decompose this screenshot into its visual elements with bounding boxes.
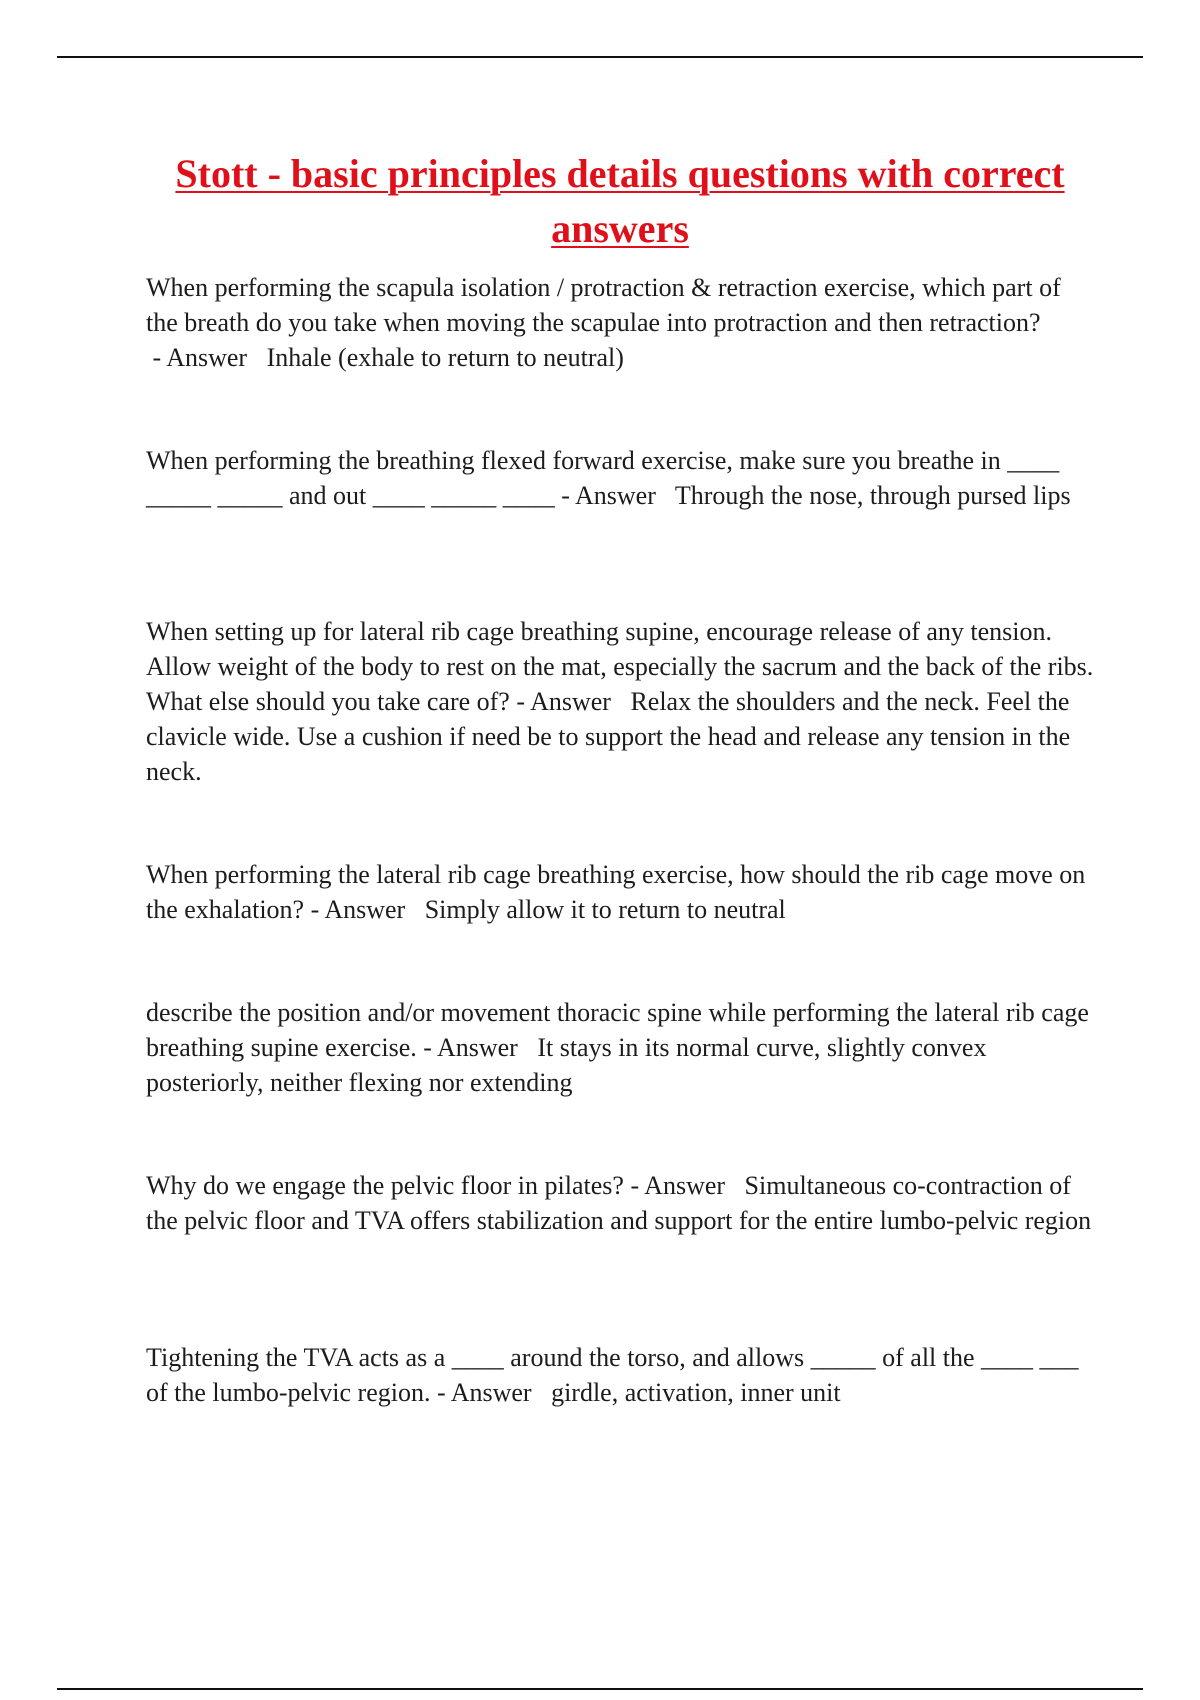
qa-item-4 (146, 857, 1096, 927)
qa-item-6 (146, 1168, 1096, 1238)
answer-label: - Answer (509, 687, 631, 716)
answer-text: It stays in its normal curve, slightly convex posteriorly, neither flexing nor extending (146, 1033, 987, 1097)
answer-text: Simultaneous co-contraction of the pelvic floor and TVA offers stabilization and support for the entire lumbo-pelvic region (146, 1171, 1092, 1235)
question-text: When performing the lateral rib cage breathing exercise, how should the rib cage move on the exhalation? (146, 860, 1086, 924)
page-title: Stott - basic principles details questions with correct answers (175, 151, 1065, 251)
answer-text: Through the nose, through pursed lips (674, 481, 1071, 510)
qa-item-2 (146, 443, 1096, 513)
answer-text: Inhale (exhale to return to neutral) (266, 343, 624, 372)
question-text: When performing the breathing flexed forward exercise, make sure you breathe in ____ _____ _____ and out ____ _____ ____ (146, 446, 1060, 510)
top-rule (57, 56, 1143, 58)
bottom-rule (57, 1688, 1143, 1690)
question-text: Why do we engage the pelvic floor in pilates? (146, 1171, 624, 1200)
answer-text: girdle, activation, inner unit (551, 1378, 841, 1407)
question-text: describe the position and/or movement thoracic spine while performing the lateral rib cage breathing supine exercise. (146, 998, 1089, 1062)
answer-label: - Answer (623, 1171, 745, 1200)
question-text: Tightening the TVA acts as a ____ around the torso, and allows _____ of all the ____ ___ of the lumbo-pelvic region. (146, 1343, 1079, 1407)
answer-label: - Answer (146, 343, 267, 372)
answer-text: Relax the shoulders and the neck. Feel the clavicle wide. Use a cushion if need be to support the head and release any tension in the neck. (146, 687, 1071, 786)
qa-item-7 (146, 1340, 1096, 1410)
answer-label: - Answer (554, 481, 675, 510)
question-text: When performing the scapula isolation / protraction & retraction exercise, which part of the breath do you take when moving the scapulae into protraction and then retraction? (146, 273, 1061, 337)
answer-text: Simply allow it to return to neutral (424, 895, 786, 924)
answer-label: - Answer (416, 1033, 538, 1062)
qa-item-5 (146, 995, 1096, 1100)
answer-label: - Answer (430, 1378, 552, 1407)
qa-item-1 (146, 270, 1096, 375)
answer-label: - Answer (304, 895, 425, 924)
question-text: When setting up for lateral rib cage breathing supine, encourage release of any tension. Allow weight of the body to rest on the mat, especially the sacrum and the back of the ribs. What else should you take care of? (146, 617, 1094, 716)
qa-item-3 (146, 614, 1096, 789)
